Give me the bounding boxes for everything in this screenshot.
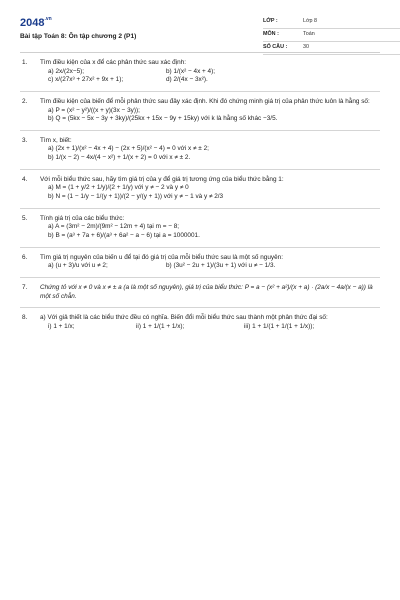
question-part: a) P = (x² − y²)/((x + y)(3x − 3y)); xyxy=(48,106,140,114)
question-part: b) N = (1 − 1/y − 1/(y + 1))/(2 − y/(y + 1)) với y ≠ − 1 và y ≠ 2/3 xyxy=(48,193,224,201)
question-text: Tìm x, biết: xyxy=(40,136,72,144)
question-number: 2. xyxy=(22,97,28,105)
question-part: a) A = (3m² − 2m)/(9m² − 12m + 4) tại m = − 8; xyxy=(48,223,180,231)
question-4 xyxy=(20,170,380,209)
question-part: iii) 1 + 1/(1 + 1/(1 + 1/x)); xyxy=(244,322,315,330)
question-number: 5. xyxy=(22,214,28,222)
question-7 xyxy=(20,278,380,308)
question-part: ii) 1 + 1/(1 + 1/x); xyxy=(136,322,185,330)
question-part: c) x/(27x³ + 27x² + 9x + 1); xyxy=(48,76,124,84)
question-text: Tìm giá trị nguyên của biến u để tại đó giá trị của mỗi biểu thức sau là một số nguyên: xyxy=(40,253,283,261)
meta-row-class xyxy=(263,16,400,29)
question-1 xyxy=(20,53,380,92)
meta-value: Lớp 8 xyxy=(303,18,318,25)
meta-key: LỚP : xyxy=(263,18,278,25)
meta-info xyxy=(263,16,400,55)
question-parts xyxy=(40,262,380,271)
meta-row-subject xyxy=(263,29,400,42)
question-number: 3. xyxy=(22,136,28,144)
site-logo[interactable]: $2048^{.vn}$ xyxy=(20,16,52,29)
question-part: a) (u + 3)/u với u ≠ 2; xyxy=(48,262,108,270)
question-number: 4. xyxy=(22,175,28,183)
page-title: Bài tập Toán 8: Ôn tập chương 2 (P1) xyxy=(20,33,137,40)
question-text: a) Với giả thiết là các biểu thức đều có nghĩa. Biến đổi mỗi biểu thức sau thành một phân thức đại số: xyxy=(40,314,328,322)
question-part: b) (3u² − 2u + 1)/(3u + 1) với u ≠ − 1/3. xyxy=(166,262,276,270)
question-number: 8. xyxy=(22,314,28,322)
question-5 xyxy=(20,209,380,248)
question-part: b) Q = (5kx − 5x − 3y + 3ky)/(25kx + 15x − 9y + 15ky) với k là hằng số khác −3/5. xyxy=(48,115,278,123)
meta-value: Toán xyxy=(303,31,315,38)
question-text: Tính giá trị của các biểu thức: xyxy=(40,214,125,222)
question-3 xyxy=(20,131,380,170)
page-header xyxy=(20,14,380,53)
question-part: a) 2x/(2x−5); xyxy=(48,67,85,75)
question-8 xyxy=(20,308,380,337)
question-number: 1. xyxy=(22,59,28,66)
question-text: Chứng tỏ với x ≠ 0 và x ≠ ± a (a là một số nguyên), giá trị của biểu thức: P = a − (x² + a²)/(x + a) · (2a/x − 4a/(x − a)) là một số chẵn. xyxy=(40,283,373,300)
question-6 xyxy=(20,248,380,278)
question-part: b) B = (a³ + 7a + 6)/(a³ + 6a² − a − 6) tại a = 1000001. xyxy=(48,231,200,239)
question-part: b) 1/(x² − 4x + 4); xyxy=(166,67,216,75)
question-part: a) (2x + 1)/(x² − 4x + 4) − (2x + 5)/(x² − 4) = 0 với x ≠ ± 2; xyxy=(48,145,209,153)
question-parts xyxy=(40,76,380,85)
question-parts xyxy=(40,323,380,332)
question-text: Với mỗi biểu thức sau, hãy tìm giá trị của y để giá trị tương ứng của biểu thức bằng 1: xyxy=(40,175,284,183)
question-text: Tìm điều kiện của x để các phân thức sau xác định: xyxy=(40,59,187,66)
question-part: d) 2/(4x − 3x²). xyxy=(166,76,208,84)
question-part: i) 1 + 1/x; xyxy=(48,322,75,330)
meta-key: SỐ CÂU : xyxy=(263,44,288,51)
question-2 xyxy=(20,92,380,131)
question-number: 7. xyxy=(22,283,28,291)
question-text: Tìm điều kiện của biến để mỗi phân thức sau đây xác định. Khi đó chứng minh giá trị của phân thức luôn là hằng số: xyxy=(40,97,370,105)
question-number: 6. xyxy=(22,253,28,261)
question-part: b) 1/(x − 2) − 4x/(4 − x²) + 1/(x + 2) = 0 với x ≠ ± 2. xyxy=(48,154,191,162)
meta-key: MÔN : xyxy=(263,31,279,38)
question-parts xyxy=(40,68,380,77)
question-part: a) M = (1 + y/2 + 1/y)/(2 + 1/y) với y ≠ − 2 và y ≠ 0 xyxy=(48,184,189,192)
meta-value: 30 xyxy=(303,44,309,51)
